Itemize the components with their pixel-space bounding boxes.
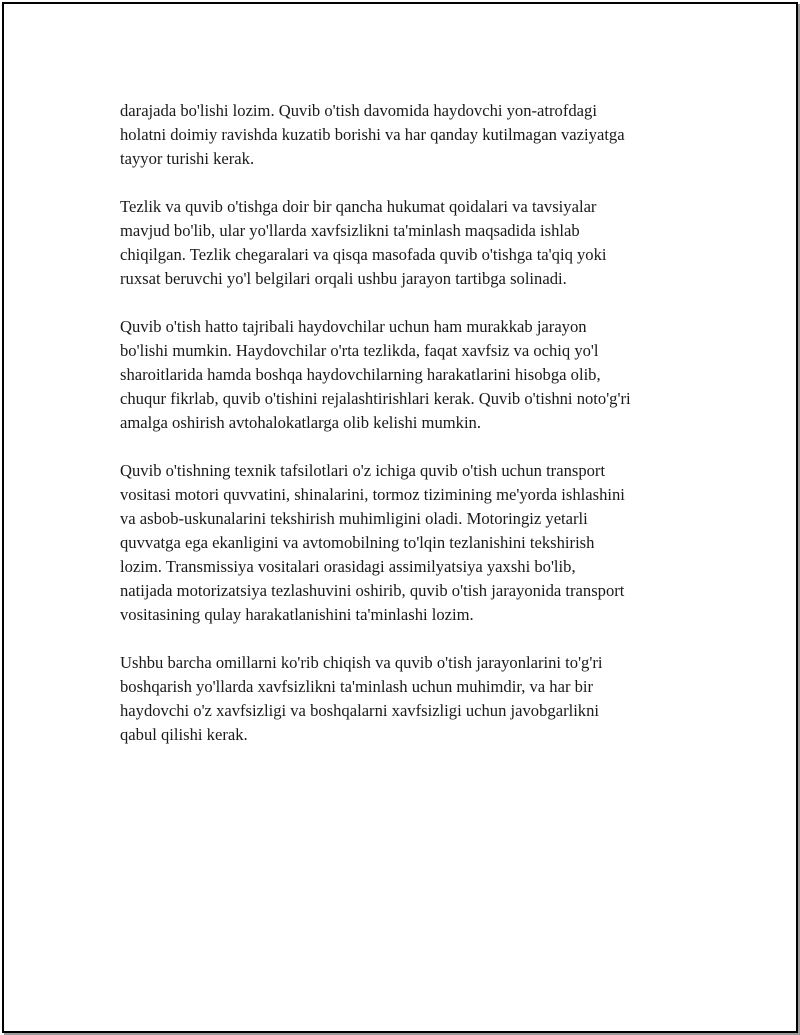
- paragraph-4: [120, 459, 700, 627]
- text-line: haydovchi o'z xavfsizligi va boshqalarni xavfsizligi uchun javobgarlikni: [120, 701, 600, 720]
- text-line: quvvatga ega ekanligini va avtomobilning to'lqin tezlanishini tekshirish: [120, 533, 595, 552]
- text-line: sharoitlarida hamda boshqa haydovchilarning harakatlarini hisobga olib,: [120, 365, 601, 384]
- text-line: chuqur fikrlab, quvib o'tishini rejalashtirishlari kerak. Quvib o'tishni noto'g'ri: [120, 389, 631, 408]
- text-line: mavjud bo'lib, ular yo'llarda xavfsizlikni ta'minlash maqsadida ishlab: [120, 221, 580, 240]
- text-line: bo'lishi mumkin. Haydovchilar o'rta tezlikda, faqat xavfsiz va ochiq yo'l: [120, 341, 599, 360]
- text-line: Ushbu barcha omillarni ko'rib chiqish va quvib o'tish jarayonlarini to'g'ri: [120, 653, 603, 672]
- paragraph-5: [120, 651, 700, 747]
- text-line: va asbob-uskunalarini tekshirish muhimligini oladi. Motoringiz yetarli: [120, 509, 588, 528]
- text-line: vositasi motori quvvatini, shinalarini, tormoz tizimining me'yorda ishlashini: [120, 485, 625, 504]
- paragraph-2: [120, 195, 700, 291]
- paragraph-3: [120, 315, 700, 435]
- text-line: amalga oshirish avtohalokatlarga olib kelishi mumkin.: [120, 413, 482, 432]
- text-line: natijada motorizatsiya tezlashuvini oshirib, quvib o'tish jarayonida transport: [120, 581, 625, 600]
- text-line: darajada bo'lishi lozim. Quvib o'tish davomida haydovchi yon-atrofdagi: [120, 101, 597, 120]
- text-line: ruxsat beruvchi yo'l belgilari orqali ushbu jarayon tartibga solinadi.: [120, 269, 567, 288]
- document-page: [2, 2, 798, 1033]
- text-line: qabul qilishi kerak.: [120, 725, 248, 744]
- paragraph-1: [120, 99, 700, 171]
- text-line: lozim. Transmissiya vositalari orasidagi assimilyatsiya yaxshi bo'lib,: [120, 557, 576, 576]
- text-line: chiqilgan. Tezlik chegaralari va qisqa masofada quvib o'tishga ta'qiq yoki: [120, 245, 607, 264]
- text-line: vositasining qulay harakatlanishini ta'minlashi lozim.: [120, 605, 474, 624]
- text-line: Quvib o'tish hatto tajribali haydovchilar uchun ham murakkab jarayon: [120, 317, 587, 336]
- text-line: Tezlik va quvib o'tishga doir bir qancha hukumat qoidalari va tavsiyalar: [120, 197, 597, 216]
- text-line: tayyor turishi kerak.: [120, 149, 255, 168]
- text-line: holatni doimiy ravishda kuzatib borishi va har qanday kutilmagan vaziyatga: [120, 125, 625, 144]
- text-line: boshqarish yo'llarda xavfsizlikni ta'minlash uchun muhimdir, va har bir: [120, 677, 594, 696]
- text-line: Quvib o'tishning texnik tafsilotlari o'z ichiga quvib o'tish uchun transport: [120, 461, 606, 480]
- document-body: [120, 99, 700, 771]
